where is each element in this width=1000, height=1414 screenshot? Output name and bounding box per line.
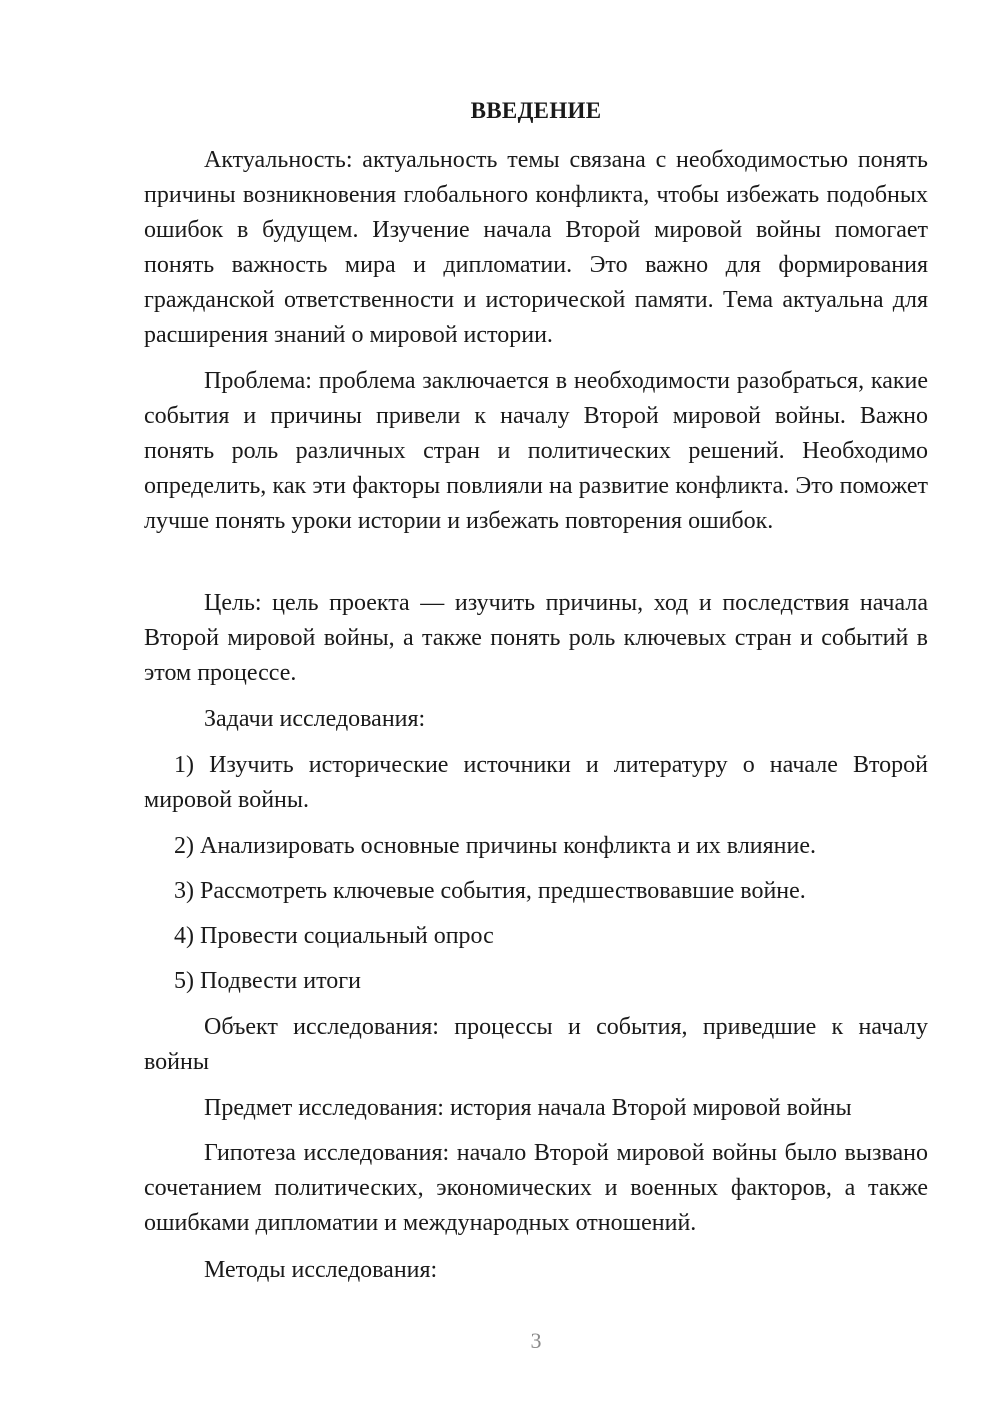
subject-paragraph: Предмет исследования: история начала Второй мировой войны bbox=[204, 1095, 852, 1121]
task-item-1: 1) Изучить исторические источники и литературу о начале Второй мировой войны. bbox=[144, 752, 928, 813]
problem-paragraph: Проблема: проблема заключается в необходимости разобраться, какие события и причины привели к началу Второй мировой войны. Важно понять роль различных стран и политических решений. Необходимо определить, как эти факторы повлияли на развитие конфликта. Это поможет лучше понять уроки истории и избежать повторения ошибок. bbox=[144, 368, 928, 534]
goal-paragraph: Цель: цель проекта — изучить причины, ход и последствия начала Второй мировой войны, а также понять роль ключевых стран и событий в этом процессе. bbox=[144, 590, 928, 686]
tasks-heading: Задачи исследования: bbox=[204, 706, 426, 732]
task-item-5: 5) Подвести итоги bbox=[174, 968, 361, 994]
page-number: 3 bbox=[530, 1328, 542, 1353]
relevance-paragraph: Актуальность: актуальность темы связана с необходимостью понять причины возникновения глобального конфликта, чтобы избежать подобных ошибок в будущем. Изучение начала Второй мировой войны помогает понять важность мира и дипломатии. Это важно для формирования гражданской ответственности и исторической памяти. Тема актуальна для расширения знаний о мировой истории. bbox=[144, 147, 928, 348]
task-item-3: 3) Рассмотреть ключевые события, предшествовавшие войне. bbox=[174, 878, 806, 904]
object-paragraph: Объект исследования: процессы и события, приведшие к началу войны bbox=[144, 1014, 928, 1075]
page-title: ВВЕДЕНИЕ bbox=[470, 98, 602, 123]
hypothesis-paragraph: Гипотеза исследования: начало Второй мировой войны было вызвано сочетанием политических, экономических и военных факторов, а также ошибками дипломатии и международных отношений. bbox=[144, 1140, 928, 1236]
task-item-2: 2) Анализировать основные причины конфликта и их влияние. bbox=[174, 833, 817, 859]
task-item-4: 4) Провести социальный опрос bbox=[174, 923, 494, 949]
methods-heading: Методы исследования: bbox=[204, 1257, 438, 1283]
